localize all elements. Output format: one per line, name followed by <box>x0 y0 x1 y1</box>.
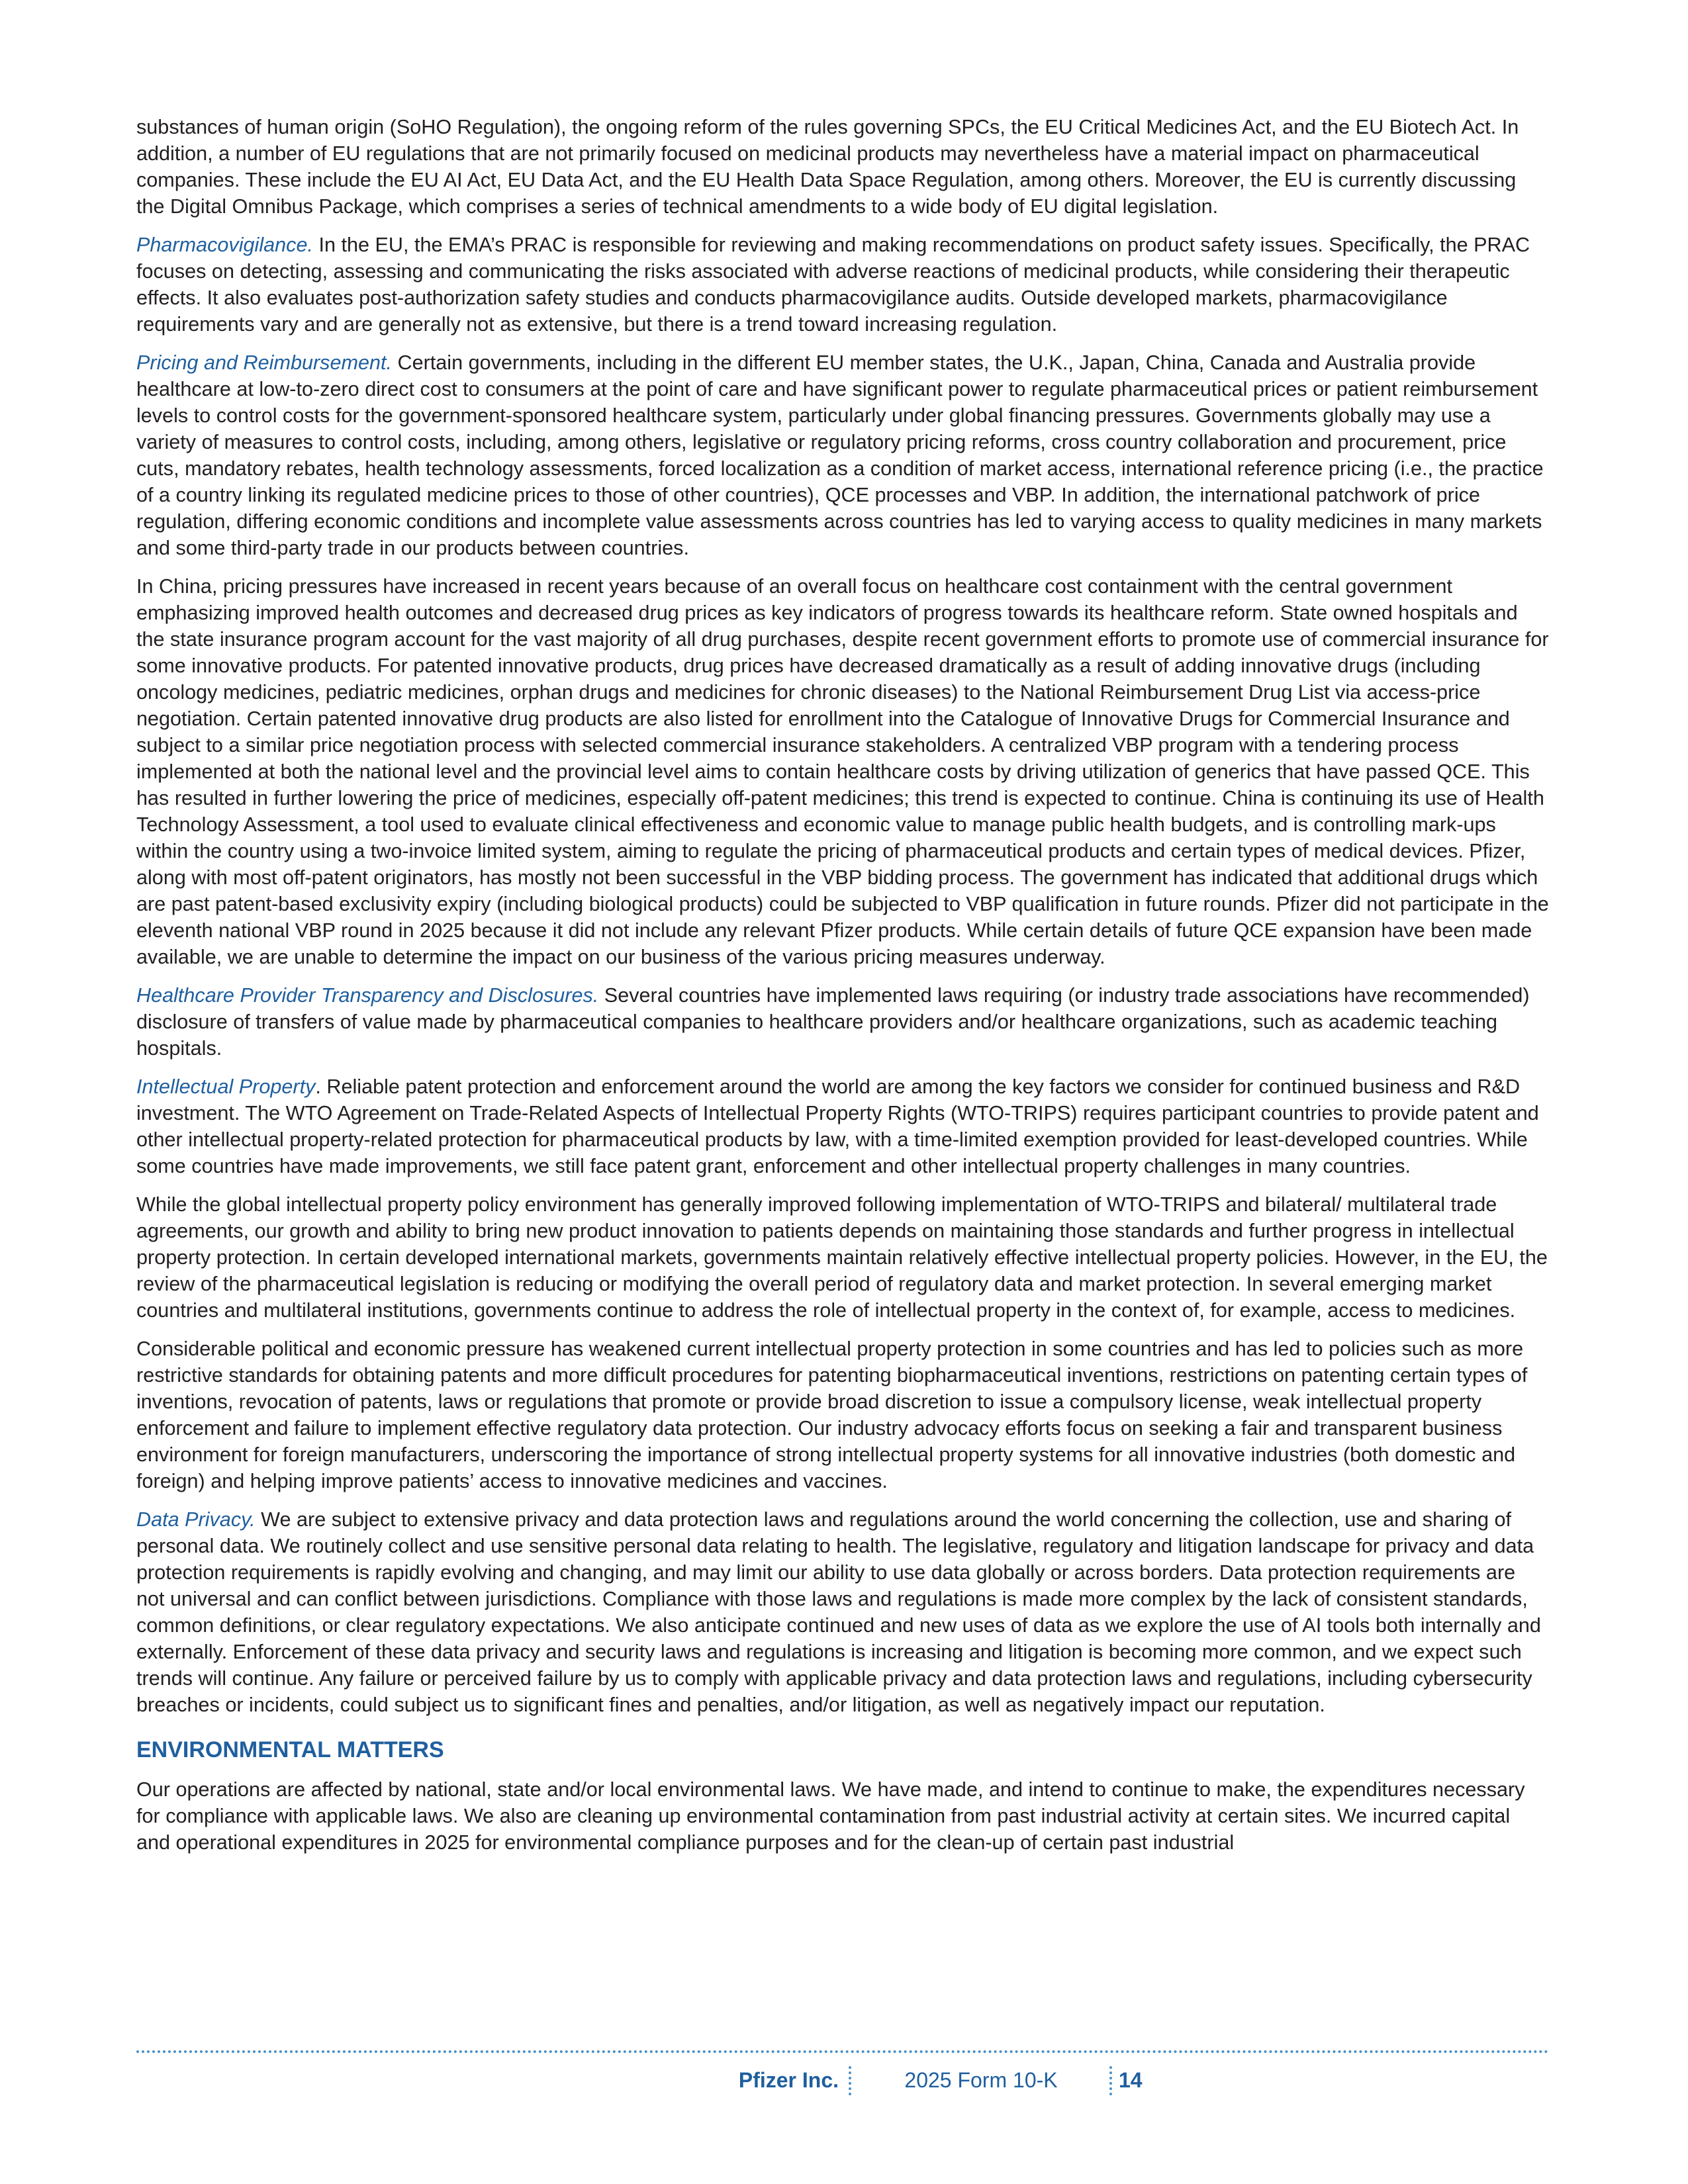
paragraph-environmental <box>136 1776 1549 1856</box>
paragraph-text: . Reliable patent protection and enforcement around the world are among the key factors we consider for continued business and R&D investment. The WTO Agreement on Trade-Related Aspects of Intellectual Property Rights (WTO-TRIPS) requires participant countries to provide patent and other intellectual property-related protection for pharmaceutical products by law, with a time-limited exemption provided for least-developed countries. While some countries have made improvements, we still face patent grant, enforcement and other intellectual property challenges in many countries. <box>136 1075 1539 1177</box>
pharmacovigilance-heading: Pharmacovigilance. <box>136 234 313 256</box>
data-privacy-heading: Data Privacy. <box>136 1508 256 1531</box>
paragraph-eu-regulations <box>136 114 1549 220</box>
section-heading-environmental: ENVIRONMENTAL MATTERS <box>136 1737 444 1762</box>
paragraph-text: Our operations are affected by national, state and/or local environmental laws. We have made, and intend to continue to make, the expenditures necessary for compliance with applicable laws. We also are cleaning up environmental contamination from past industrial activity at certain sites. We incurred capital and operational expenditures in 2025 for environmental compliance purposes and for the clean-up of certain past industrial <box>136 1778 1525 1854</box>
paragraph-text: Considerable political and economic pressure has weakened current intellectual property protection in some countries and has led to policies such as more restrictive standards for obtaining patents and more difficult procedures for patenting biopharmaceutical inventions, restrictions on patenting certain types of inventions, revocation of patents, laws or regulations that promote or provide broad discretion to issue a compulsory license, weak intellectual property enforcement and failure to implement effective regulatory data protection. Our industry advocacy efforts focus on seeking a fair and transparent business environment for foreign manufacturers, underscoring the importance of strong intellectual property systems for all innovative industries (both domestic and foreign) and helping improve patients’ access to innovative medicines and vaccines. <box>136 1338 1528 1492</box>
transparency-heading: Healthcare Provider Transparency and Disclosures. <box>136 984 599 1007</box>
paragraph-ip-policy <box>136 1191 1549 1324</box>
page-footer <box>136 2050 1549 2103</box>
footer-separator <box>1109 2066 1112 2095</box>
paragraph-text: In the EU, the EMA’s PRAC is responsible for reviewing and making recommendations on product safety issues. Specifically, the PRAC focuses on detecting, assessing and communicating the risks associated with adverse reactions of medicinal products, while considering their therapeutic effects. It also evaluates post-authorization safety studies and conducts pharmacovigilance audits. Outside developed markets, pharmacovigilance requirements vary and are generally not as extensive, but there is a trend toward increasing regulation. <box>136 234 1530 336</box>
paragraph-data-privacy <box>136 1506 1549 1718</box>
footer-page-number: 14 <box>1119 2068 1143 2092</box>
paragraph-text: We are subject to extensive privacy and data protection laws and regulations around the world concerning the collection, use and sharing of personal data. We routinely collect and use sensitive personal data relating to health. The legislative, regulatory and litigation landscape for privacy and data protection requirements is rapidly evolving and changing, and may limit our ability to use data globally or across borders. Data protection requirements are not universal and can conflict between jurisdictions. Compliance with those laws and regulations is made more complex by the lack of consistent standards, common definitions, or clear regulatory expectations. We also anticipate continued and new uses of data as we explore the use of AI tools both internally and externally. Enforcement of these data privacy and security laws and regulations is increasing and litigation is becoming more common, and we expect such trends will continue. Any failure or perceived failure by us to comply with applicable privacy and data protection laws and regulations, including cybersecurity breaches or incidents, could subject us to significant fines and penalties, and/or litigation, as well as negatively impact our reputation. <box>136 1508 1541 1716</box>
footer-divider <box>136 2050 1549 2053</box>
paragraph-transparency <box>136 982 1549 1062</box>
paragraph-china-pricing <box>136 573 1549 970</box>
intellectual-property-heading: Intellectual Property <box>136 1075 316 1098</box>
paragraph-text: Several countries have implemented laws requiring (or industry trade associations have recommended) disclosure of transfers of value made by pharmaceutical companies to healthcare providers and/or healthcare organizations, such as academic teaching hospitals. <box>136 984 1530 1060</box>
paragraph-text: In China, pricing pressures have increased in recent years because of an overall focus on healthcare cost containment with the central government emphasizing improved health outcomes and decreased drug prices as key indicators of progress towards its healthcare reform. State owned hospitals and the state insurance program account for the vast majority of all drug purchases, despite recent government efforts to promote use of commercial insurance for some innovative products. For patented innovative products, drug prices have decreased dramatically as a result of adding innovative drugs (including oncology medicines, pediatric medicines, orphan drugs and medicines for chronic diseases) to the National Reimbursement Drug List via access-price negotiation. Certain patented innovative drug products are also listed for enrollment into the Catalogue of Innovative Drugs for Commercial Insurance and subject to a similar price negotiation process with selected commercial insurance stakeholders. A centralized VBP program with a tendering process implemented at both the national level and the provincial level aims to contain healthcare costs by driving utilization of generics that have passed QCE. This has resulted in further lowering the price of medicines, especially off-patent medicines; this trend is expected to continue. China is continuing its use of Health Technology Assessment, a tool used to evaluate clinical effectiveness and economic value to manage public health budgets, and is controlling mark-ups within the country using a two-invoice limited system, aiming to regulate the pricing of pharmaceutical products and certain types of medical devices. Pfizer, along with most off-patent originators, has mostly not been successful in the VBP bidding process. The government has indicated that additional drugs which are past patent-based exclusivity expiry (including biological products) could be subjected to VBP qualification in future rounds. Pfizer did not participate in the eleventh national VBP round in 2025 because it did not include any relevant Pfizer products. While certain details of future QCE expansion have been made available, we are unable to determine the impact on our business of the various pricing measures underway. <box>136 575 1549 968</box>
document-body <box>136 114 1549 1868</box>
paragraph-text: While the global intellectual property policy environment has generally improved following implementation of WTO-TRIPS and bilateral/ multilateral trade agreements, our growth and ability to bring new product innovation to patients depends on maintaining those standards and further progress in intellectual property protection. In certain developed international markets, governments maintain relatively effective intellectual property policies. However, in the EU, the review of the pharmaceutical legislation is reducing or modifying the overall period of regulatory data and market protection. In several emerging market countries and multilateral institutions, governments continue to address the role of intellectual property in the context of, for example, access to medicines. <box>136 1193 1548 1322</box>
paragraph-pricing-reimbursement <box>136 349 1549 561</box>
footer-company: Pfizer Inc. <box>738 2068 839 2092</box>
footer-row <box>136 2064 1549 2097</box>
paragraph-pharmacovigilance <box>136 232 1549 338</box>
pricing-reimbursement-heading: Pricing and Reimbursement. <box>136 351 392 374</box>
paragraph-text: substances of human origin (SoHO Regulation), the ongoing reform of the rules governing SPCs, the EU Critical Medicines Act, and the EU Biotech Act. In addition, a number of EU regulations that are not primarily focused on medicinal products may nevertheless have a material impact on pharmaceutical companies. These include the EU AI Act, EU Data Act, and the EU Health Data Space Regulation, among others. Moreover, the EU is currently discussing the Digital Omnibus Package, which comprises a series of technical amendments to a wide body of EU digital legislation. <box>136 116 1519 218</box>
paragraph-ip-pressure <box>136 1336 1549 1494</box>
footer-form-label: 2025 Form 10-K <box>904 2068 1058 2092</box>
footer-separator <box>849 2066 851 2095</box>
paragraph-text: Certain governments, including in the different EU member states, the U.K., Japan, China, Canada and Australia provide healthcare at low-to-zero direct cost to consumers at the point of care and have significant power to regulate pharmaceutical prices or patient reimbursement levels to control costs for the government-sponsored healthcare system, particularly under global financing pressures. Governments globally may use a variety of measures to control costs, including, among others, legislative or regulatory pricing reforms, cross country collaboration and procurement, price cuts, mandatory rebates, health technology assessments, forced localization as a condition of market access, international reference pricing (i.e., the practice of a country linking its regulated medicine prices to those of other countries), QCE processes and VBP. In addition, the international patchwork of price regulation, differing economic conditions and incomplete value assessments across countries has led to varying access to quality medicines in many markets and some third-party trade in our products between countries. <box>136 351 1544 559</box>
paragraph-intellectual-property <box>136 1073 1549 1179</box>
